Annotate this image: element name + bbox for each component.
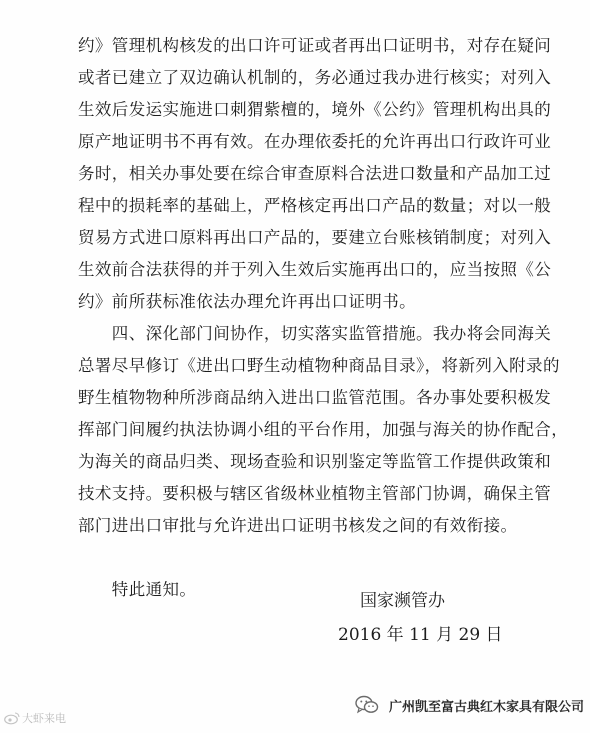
weibo-watermark-text: 大虾来电: [22, 712, 66, 725]
text-line: 程中的损耗率的基础上，严格核定再出口产品的数量；对以一般: [78, 196, 552, 215]
wechat-icon: [355, 695, 379, 715]
weibo-watermark: [4, 710, 66, 726]
text-line: [78, 542, 540, 574]
text-line: 生效前合法获得的并于列入生效后实施再出口的，应当按照《公: [78, 260, 552, 279]
text-line: 为海关的商品归类、现场查验和识别鉴定等监管工作提供政策和: [78, 452, 552, 471]
text-line: 约》前所获标准依法办理允许再出口证明书。: [78, 292, 416, 311]
signature-organization: 国家濒管办: [360, 591, 445, 611]
text-line: 技术支持。要积极与辖区省级林业植物主管部门协调，确保主管: [78, 484, 552, 503]
wechat-watermark-text: 广州凯至富古典红木家具有限公司: [388, 699, 584, 715]
text-line: 挥部门间履约执法协调小组的平台作用，加强与海关的协作配合，: [78, 420, 569, 439]
text-line: 务时，相关办事处要在综合审查原料合法进口数量和产品加工过: [78, 164, 552, 183]
text-line: 或者已建立了双边确认机制的，务必通过我办进行核实；对列入: [78, 68, 552, 87]
text-line: 野生植物物种所涉商品纳入进出口监管范围。各办事处要积极发: [78, 388, 552, 407]
text-line: 生效后发运实施进口刺猬紫檀的，境外《公约》管理机构出具的: [78, 100, 552, 119]
text-line: 原产地证明书不再有效。在办理依委托的允许再出口行政许可业: [78, 132, 552, 151]
body-text: [78, 30, 569, 606]
weibo-icon: [4, 711, 20, 725]
text-line: 约》管理机构核发的出口许可证或者再出口证明书，对存在疑问: [78, 36, 552, 55]
wechat-watermark: [355, 695, 584, 715]
text-line: 总署尽早修订《进出口野生动植物种商品目录》，将新列入附录的: [78, 356, 560, 375]
text-line: 四、深化部门间协作，切实落实监管措施。我办将会同海关: [78, 324, 552, 343]
text-line: 贸易方式进口原料再出口产品的，要建立台账核销制度；对列入: [78, 228, 552, 247]
text-line: 部门进出口审批与允许进出口证明书核发之间的有效衔接。: [78, 516, 518, 535]
signature-date: 2016 年 11 月 29 日: [338, 625, 503, 645]
closing-line: 特此通知。: [78, 580, 197, 599]
